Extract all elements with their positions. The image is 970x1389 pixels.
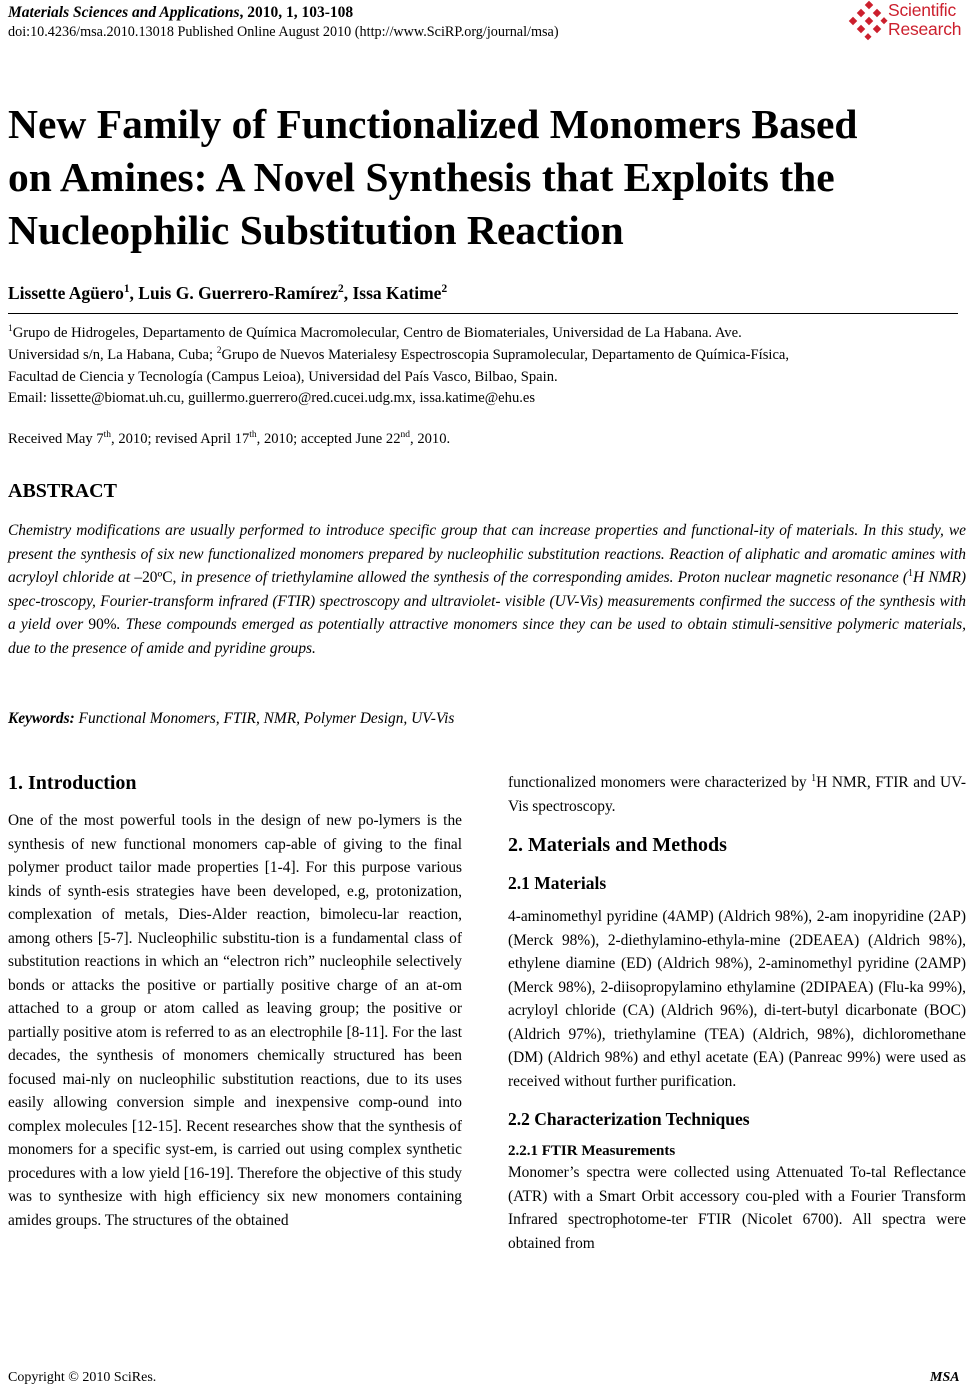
affil-mark: 1 xyxy=(8,324,13,335)
para-text: functionalized monomers were characterized by xyxy=(508,774,812,791)
author-name: Issa Katime xyxy=(352,283,442,303)
received-dates xyxy=(8,431,450,448)
abstract-yield: 90% xyxy=(88,616,117,633)
author-list xyxy=(8,283,447,304)
keywords-label: Keywords: xyxy=(8,710,75,727)
abstract-text: Chemistry modifications are usually performed to introduce specific group that can increase properties and functional-ity of materials. In this study, we present the synthesis of six new functionalized monomers prepared by nucleophilic substitution reactions. Reaction of aliphatic and aromatic amines with acryloyl chloride at xyxy=(8,522,966,586)
affiliation-line-1 xyxy=(8,322,966,344)
affiliation-line-2 xyxy=(8,344,966,366)
paper-title xyxy=(8,98,958,257)
affil-text: Universidad s/n, La Habana, Cuba; xyxy=(8,347,217,363)
footer-journal-abbr: MSA xyxy=(930,1370,960,1385)
ftir-paragraph: Monomer’s spectra were collected using Attenuated To-tal Reflectance (ATR) with a Smart Orbit accessory cou-pled with a Fourier Transform Infrared spectrophotome-ter FTIR (Nicolet 6700). All spectra were obtained from xyxy=(508,1164,966,1252)
title-line-2: on Amines: A Novel Synthesis that Exploits the xyxy=(8,154,835,200)
date-text: , 2010; accepted June 22 xyxy=(256,431,401,447)
abstract-sup: 1 xyxy=(908,567,914,579)
date-text: , 2010. xyxy=(410,431,451,447)
author-separator: , xyxy=(343,283,353,303)
section-heading-introduction: 1. Introduction xyxy=(8,772,137,794)
section-heading-materials-methods: 2. Materials and Methods xyxy=(508,834,727,856)
logo-line-2: Research xyxy=(888,19,962,39)
abstract-text: H NMR) spec-troscopy, Fourier-transform infrared (FTIR) spectroscopy and ultraviolet- visible (UV-Vis) measurements confirmed the success of the synthesis with a yield over xyxy=(8,569,966,633)
logo-line-1: Scientific xyxy=(888,0,957,20)
footer-copyright: Copyright © 2010 SciRes. xyxy=(8,1370,157,1385)
date-suffix: nd xyxy=(400,430,411,441)
introduction-body: One of the most powerful tools in the design of new po-lymers is the synthesis of new functional monomers cap-able of giving to the final polymer product tailor made properties [1-4]. For this purpose various kinds of synth-esis strategies have been developed, e.g, protonization, complexation of metals, Dies-Alder reaction, bimolecu-lar reaction, among others [5-7]. Nucleophilic substitu-tion is a fundamental class of substitution reactions in which an “electron rich” nucleophile selectively bonds or attacks the positive or partially positive charge of an at-om attached to a group or atom called as leaving group; the positive or partially positive atom is referred to as an electrophile [8-11]. For the last decades, the synthesis of monomers chemically structured has been focused mai-nly on nucleophilic substitution reactions, due to its uses easily allowing conversion simple and inexpensive comp-ound into complex molecules [12-15]. Recent researches show that the synthesis of monomers for a specific syst-em, is carried out using complex synthetic procedures with a low yield [16-19]. Therefore the objective of this study was to synthesize with high efficiency six new monomers containing amides groups. The structures of the obtained xyxy=(8,812,462,1229)
author-affil-mark: 1 xyxy=(123,283,130,296)
affil-text: Grupo de Hidrogeles, Departamento de Química Macromolecular, Centro de Biomateriales, Universidad de La Habana. Ave. xyxy=(12,325,742,341)
abstract-heading: ABSTRACT xyxy=(8,480,117,502)
abstract-body xyxy=(8,519,966,660)
doi-line: doi:10.4236/msa.2010.13018 Published Online August 2010 (http://www.SciRP.org/journal/msa) xyxy=(8,24,559,40)
affiliation-line-3: Facultad de Ciencia y Tecnología (Campus Leioa), Universidad del País Vasco, Bilbao, Spain. xyxy=(8,369,558,385)
author-affil-mark: 2 xyxy=(338,283,344,296)
keywords-text: Functional Monomers, FTIR, NMR, Polymer Design, UV-Vis xyxy=(74,710,455,727)
author-separator: , xyxy=(129,283,139,303)
author-name: Luis G. Guerrero-Ramírez xyxy=(138,283,339,303)
journal-header xyxy=(8,4,353,22)
title-line-1: New Family of Functionalized Monomers Based xyxy=(8,101,858,147)
subsection-heading-characterization: 2.2 Characterization Techniques xyxy=(508,1109,750,1129)
author-name: Lissette Agüero xyxy=(8,283,124,303)
para-sup: 1 xyxy=(811,772,817,784)
date-text: , 2010; revised April 17 xyxy=(111,431,250,447)
logo-text xyxy=(888,1,961,39)
date-suffix: th xyxy=(103,430,112,441)
subsection-heading-materials: 2.1 Materials xyxy=(508,873,607,893)
affiliations xyxy=(8,322,966,388)
logo-mark-icon xyxy=(848,0,888,46)
title-line-3: Nucleophilic Substitution Reaction xyxy=(8,207,624,253)
journal-name: Materials Sciences and Applications xyxy=(8,4,240,21)
publisher-logo xyxy=(848,0,970,46)
date-suffix: th xyxy=(249,430,257,441)
abstract-text: , in presence of triethylamine allowed the synthesis of the corresponding amides. Proton nuclear magnetic resonance ( xyxy=(172,569,909,586)
affil-text: Grupo de Nuevos Materialesy Espectroscopia Supramolecular, Departamento de Química-Física, xyxy=(221,347,790,363)
abstract-text: . These compounds emerged as potentially attractive monomers since they can be used to obtain stimuli-sensitive polymeric materials, due to the presence of amide and pyridine groups. xyxy=(8,616,967,657)
date-text: Received May 7 xyxy=(8,431,104,447)
keywords xyxy=(8,710,454,728)
email-line: Email: lissette@biomat.uh.cu, guillermo.guerrero@red.cucei.udg.mx, issa.katime@ehu.es xyxy=(8,390,536,406)
paragraph-continuation xyxy=(508,771,966,818)
right-column xyxy=(508,771,966,1255)
para-text: H NMR, FTIR and UV-Vis spectroscopy. xyxy=(508,774,966,815)
materials-paragraph: 4-aminomethyl pyridine (4AMP) (Aldrich 98%), 2-am inopyridine (2AP) (Merck 98%), 2-diethylamino-ethyla-mine (2DEAEA) (Aldrich 98%), ethylene diamine (ED) (Aldrich 98%), 2-aminomethyl pyridine (2AMP) (Merck 98%), 2-diisopropylamino ethylamine (2DIPAEA) (Flu-ka 99%), acryloyl chloride (CA) (Aldrich 96%), di-tert-butyl dicarbonate (BOC) (Aldrich 97%), triethylamine (TEA) (Aldrich, 98%), dichloromethane (DM) (Aldrich 98%) and ethyl acetate (EA) (Panreac 99%) were used as received without further purification. xyxy=(508,908,966,1090)
abstract-temperature: –20ºC xyxy=(134,569,173,586)
journal-volume: , 2010, 1, 103-108 xyxy=(239,4,354,21)
subsubsection-heading-ftir: 2.2.1 FTIR Measurements xyxy=(508,1143,676,1159)
affil-mark: 2 xyxy=(216,346,222,357)
header-divider xyxy=(8,313,958,314)
author-affil-mark: 2 xyxy=(441,283,448,296)
